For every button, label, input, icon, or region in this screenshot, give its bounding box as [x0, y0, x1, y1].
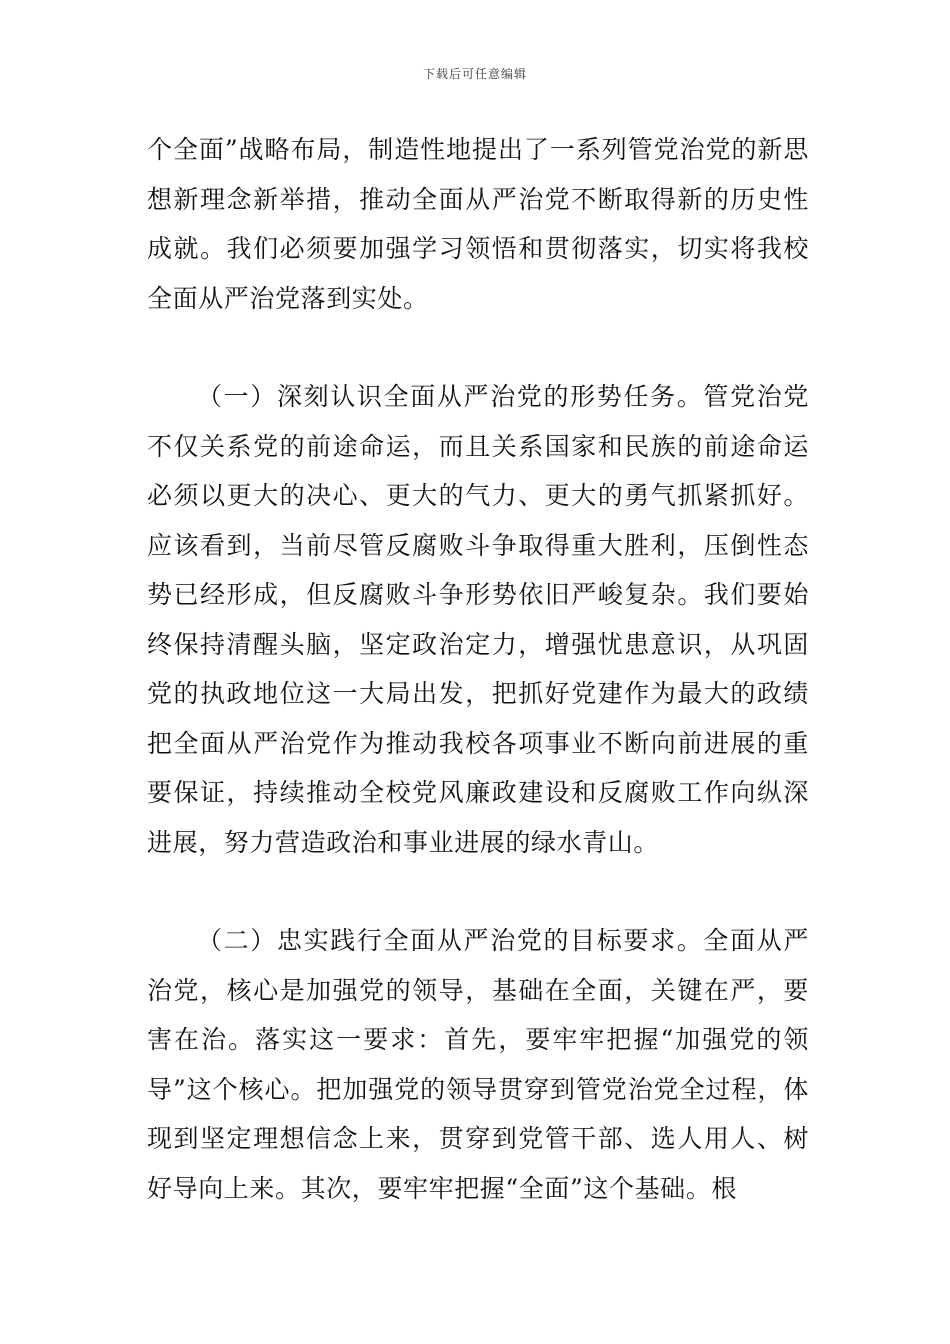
page-header: 下载后可任意编辑: [422, 67, 527, 81]
paragraph-gap: [147, 867, 809, 916]
paragraph-situation-task: （一）深刻认识全面从严治党的形势任务。管党治党不仅关系党的前途命运，而且关系国家和民族的前途命运必须以更大的决心、更大的气力、更大的勇气抓紧抓好。应该看到，当前尽管反腐败斗争取得重大胜利，压倒性态势已经形成，但反腐败斗争形势依旧严峻复杂。我们要始终保持清醒头脑，坚定政治定力，增强忧患意识，从巩固党的执政地位这一大局出发，把抓好党建作为最大的政绩把全面从严治党作为推动我校各项事业不断向前进展的重要保证，持续推动全校党风廉政建设和反腐败工作向纵深进展，努力营造政治和事业进展的绿水青山。: [147, 382, 809, 857]
paragraph-gap: [147, 323, 809, 372]
paragraph-continuation: 个全面”战略布局，制造性地提出了一系列管党治党的新思想新理念新举措，推动全面从严治党不断取得新的历史性成就。我们必须要加强学习领悟和贯彻落实，切实将我校全面从严治党落到实处。: [147, 135, 809, 313]
document-body: [147, 125, 809, 1213]
paragraph-goal-requirements: （二）忠实践行全面从严治党的目标要求。全面从严治党，核心是加强党的领导，基础在全面，关键在严，要害在治。落实这一要求：首先，要牢牢把握“加强党的领导”这个核心。把加强党的领导贯穿到管党治党全过程，体现到坚定理想信念上来，贯穿到党管干部、选人用人、树好导向上来。其次，要牢牢把握“全面”这个基础。根: [147, 926, 809, 1203]
